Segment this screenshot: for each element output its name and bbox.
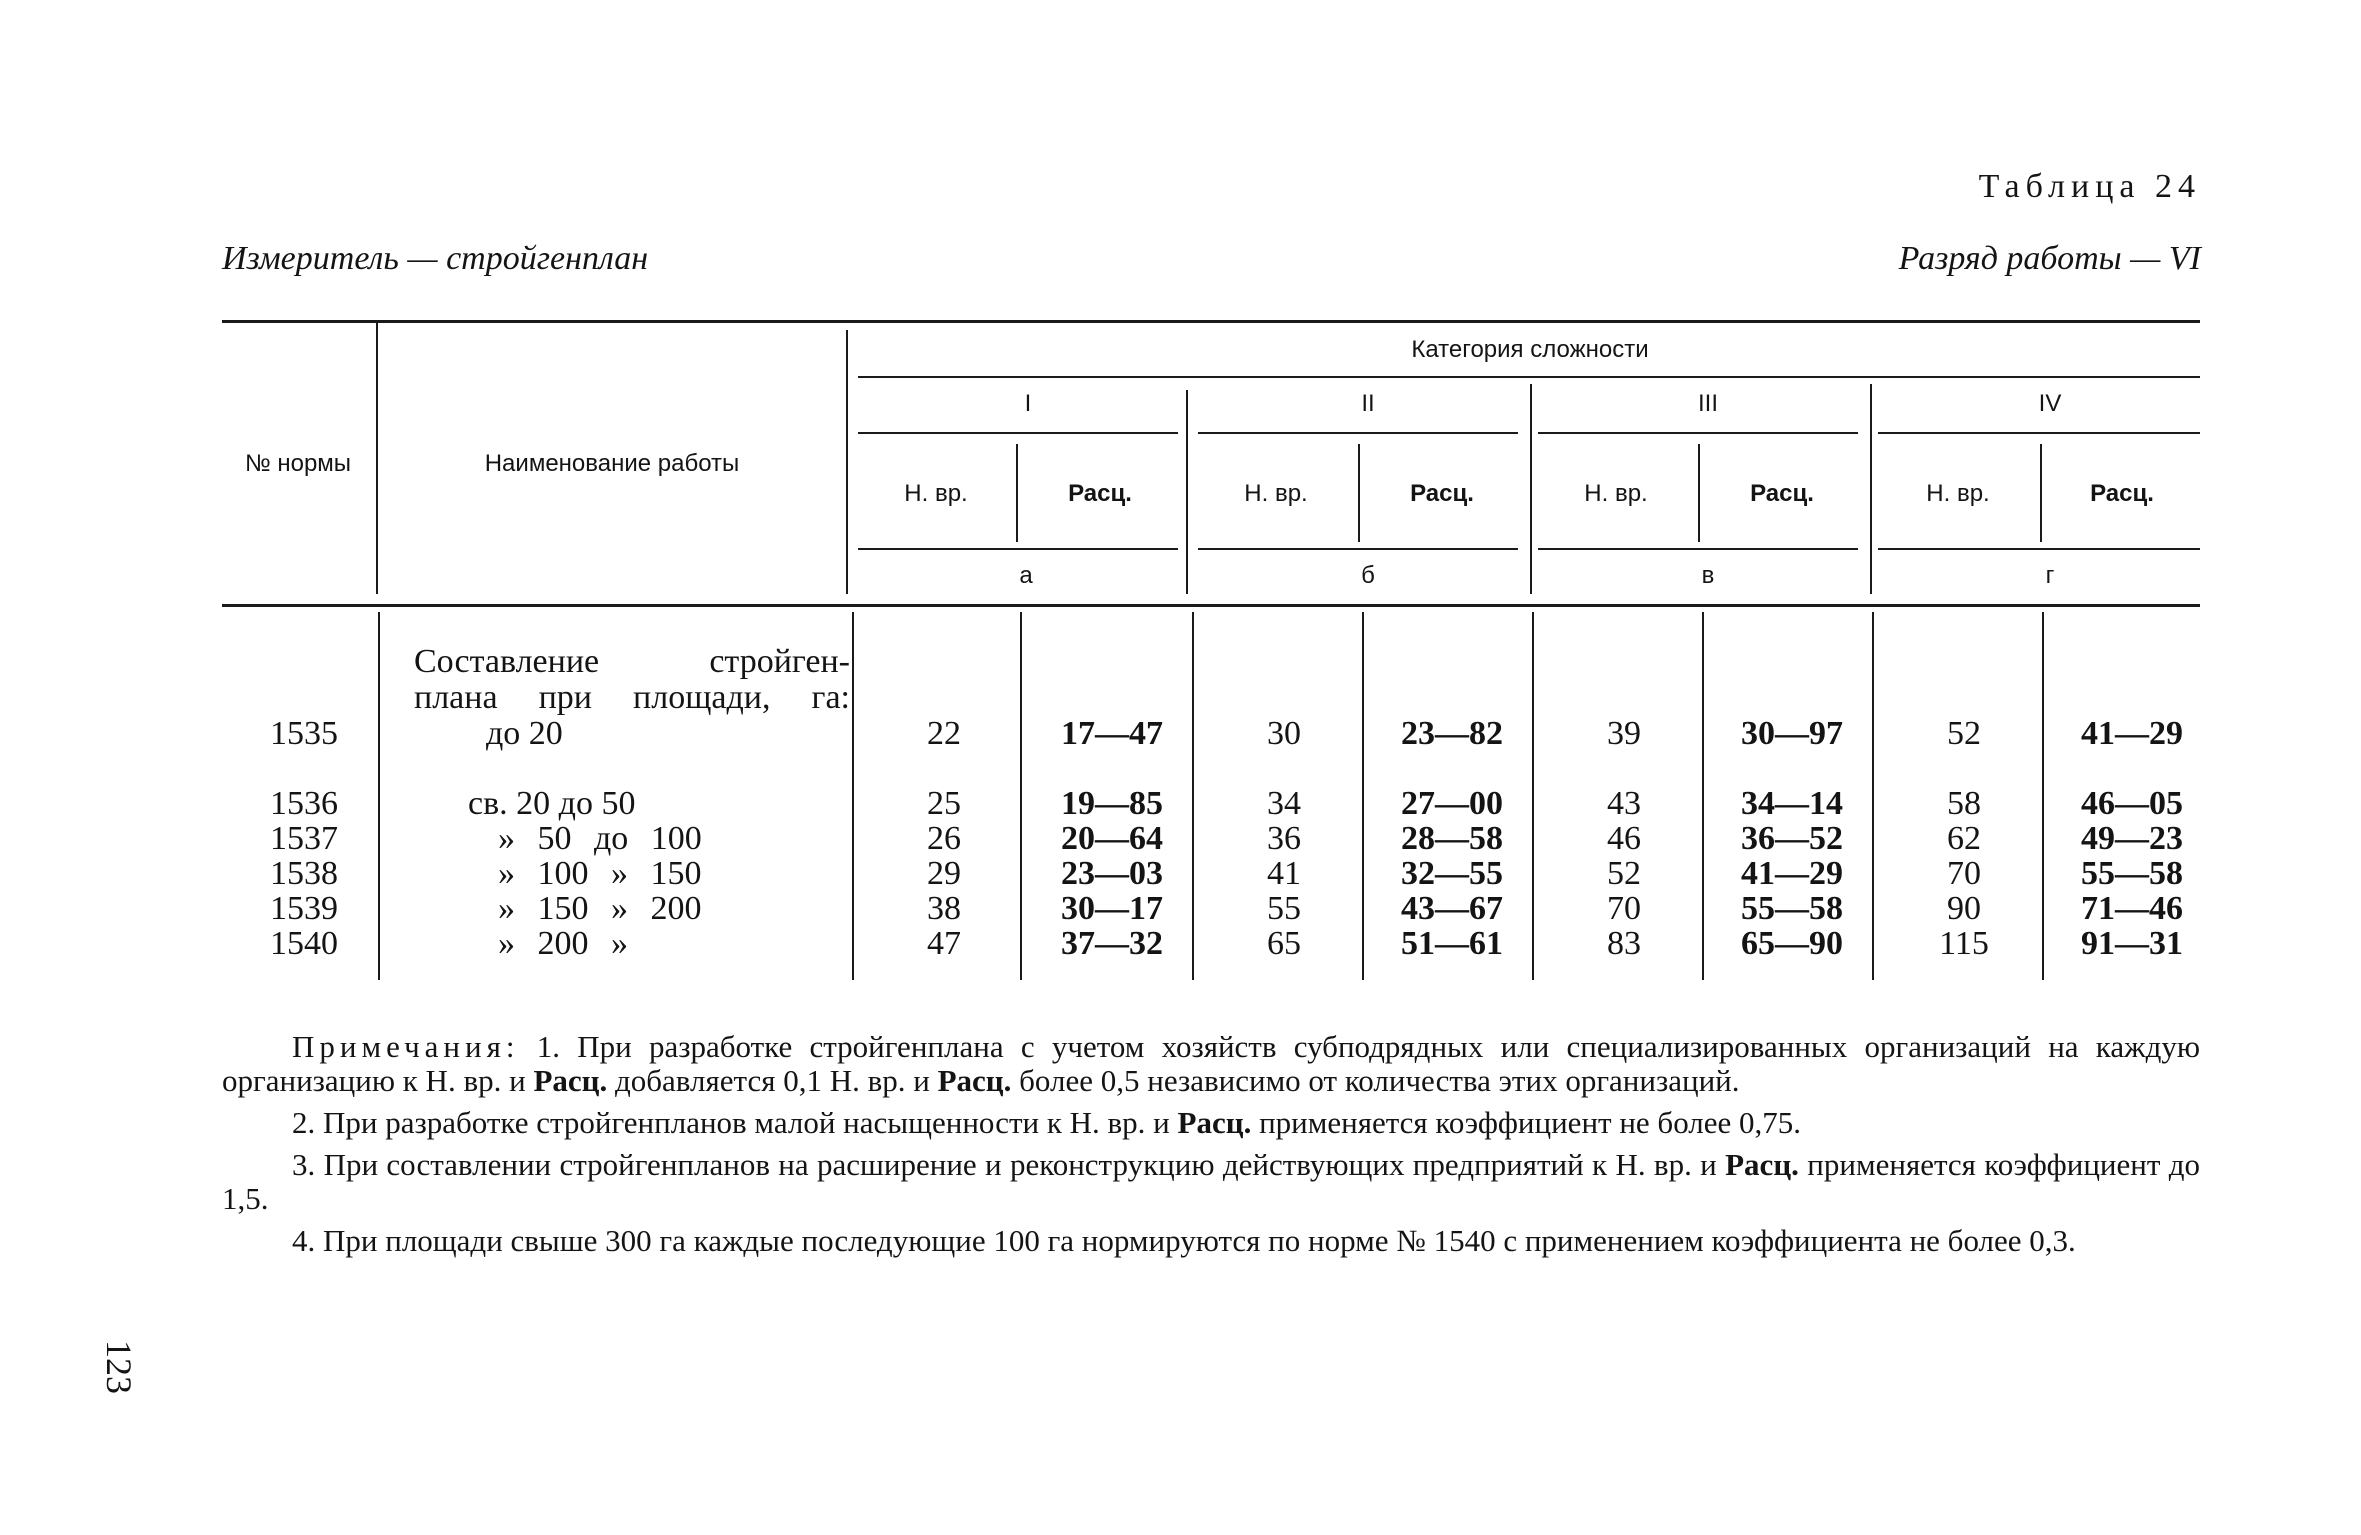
cell-a-rate: 19—85 [1061, 785, 1163, 822]
cell-v-rate: 34—14 [1741, 785, 1843, 822]
header-divider-sub3 [1698, 444, 1700, 542]
cat1-sub-rule [858, 548, 1178, 550]
complexity-group-header: Категория сложности [1411, 336, 1649, 363]
norm-number: 1536 [270, 785, 338, 822]
measure-label: Измеритель — стройгенплан [222, 240, 649, 277]
cell-v-time: 43 [1607, 785, 1641, 822]
table-number: Таблица 24 [1978, 168, 2201, 205]
group-title-rule [858, 376, 2200, 378]
cell-g-time: 90 [1947, 890, 1981, 927]
cell-v-time: 39 [1607, 715, 1641, 752]
header-divider-norm [376, 322, 378, 594]
cell-b-time: 65 [1267, 925, 1301, 962]
table-top-rule [222, 320, 2200, 323]
page-number: 123 [99, 1340, 139, 1394]
cell-g-time: 70 [1947, 855, 1981, 892]
cat4-sub-rule [1878, 548, 2200, 550]
note-2-rate: Расц. [1177, 1105, 1252, 1140]
category-I-header: I [1024, 390, 1032, 417]
cat3-sub-rule [1538, 548, 1858, 550]
category-III-header: III [1697, 390, 1719, 417]
cell-g-rate: 49—23 [2081, 820, 2183, 857]
body-divider-1 [1020, 612, 1022, 980]
cell-b-rate: 51—61 [1401, 925, 1503, 962]
norm-number: 1538 [270, 855, 338, 892]
note-2-part-1: 2. При разработке стройгенпланов малой насыщенности к Н. вр. и [292, 1105, 1170, 1140]
cell-a-rate: 37—32 [1061, 925, 1163, 962]
work-intro-line-1: Составление стройген- [414, 643, 850, 680]
sub-time-2: Н. вр. [1244, 480, 1308, 507]
category-II-header: II [1361, 390, 1375, 417]
norm-number: 1535 [270, 715, 338, 752]
cell-v-rate: 65—90 [1741, 925, 1843, 962]
sub-time-1: Н. вр. [904, 480, 968, 507]
header-divider-work [846, 330, 848, 594]
work-name: до 20 [486, 715, 563, 752]
sub-rate-3: Расц. [1750, 480, 1814, 507]
cell-b-rate: 43—67 [1401, 890, 1503, 927]
norm-number: 1537 [270, 820, 338, 857]
body-divider-2 [1192, 612, 1194, 980]
body-divider-6 [1872, 612, 1874, 980]
cell-a-time: 38 [927, 890, 961, 927]
cell-a-time: 47 [927, 925, 961, 962]
cat2-sub-rule [1198, 548, 1518, 550]
header-divider-sub2 [1358, 444, 1360, 542]
body-divider-7 [2042, 612, 2044, 980]
sub-rate-2: Расц. [1410, 480, 1474, 507]
cell-v-time: 70 [1607, 890, 1641, 927]
cell-b-rate: 32—55 [1401, 855, 1503, 892]
note-1-rate-2: Расц. [937, 1063, 1012, 1098]
note-1-rate-1: Расц. [533, 1063, 608, 1098]
work-name: » 100 » 150 [498, 855, 702, 892]
sub-time-3: Н. вр. [1584, 480, 1648, 507]
note-3-rate: Расц. [1725, 1147, 1799, 1182]
note-1 [222, 1030, 2200, 1098]
cell-a-rate: 17—47 [1061, 715, 1163, 752]
header-divider-sub1 [1016, 444, 1018, 542]
cell-v-time: 46 [1607, 820, 1641, 857]
cell-b-time: 55 [1267, 890, 1301, 927]
cat1-rule [858, 432, 1178, 434]
cell-g-rate: 55—58 [2081, 855, 2183, 892]
body-divider-norm [378, 612, 380, 980]
note-2 [222, 1106, 2200, 1140]
notes-block [222, 1030, 2200, 1258]
cell-a-rate: 30—17 [1061, 890, 1163, 927]
body-divider-4 [1532, 612, 1534, 980]
cell-a-rate: 23—03 [1061, 855, 1163, 892]
cell-b-time: 30 [1267, 715, 1301, 752]
cell-b-time: 34 [1267, 785, 1301, 822]
cell-a-time: 26 [927, 820, 961, 857]
note-1-part-2: добавляется 0,1 Н. вр. и [615, 1063, 930, 1098]
body-divider-5 [1702, 612, 1704, 980]
sub-rate-1: Расц. [1068, 480, 1132, 507]
cell-g-rate: 91—31 [2081, 925, 2183, 962]
header-divider-sub4 [2040, 444, 2042, 542]
cell-a-rate: 20—64 [1061, 820, 1163, 857]
cell-a-time: 22 [927, 715, 961, 752]
cell-b-rate: 27—00 [1401, 785, 1503, 822]
letter-a: а [1019, 562, 1033, 589]
header-divider-cat2 [1186, 390, 1188, 594]
norm-number: 1540 [270, 925, 338, 962]
letter-g: г [2045, 562, 2055, 589]
cell-v-rate: 30—97 [1741, 715, 1843, 752]
cell-g-rate: 71—46 [2081, 890, 2183, 927]
note-2-part-2: применяется коэффициент не более 0,75. [1259, 1105, 1802, 1140]
cell-g-rate: 41—29 [2081, 715, 2183, 752]
header-divider-cat4 [1870, 384, 1872, 594]
cell-v-rate: 55—58 [1741, 890, 1843, 927]
cell-b-rate: 23—82 [1401, 715, 1503, 752]
cell-b-rate: 28—58 [1401, 820, 1503, 857]
col-work-header: Наименование работы [484, 450, 740, 477]
sub-rate-4: Расц. [2090, 480, 2154, 507]
cell-g-time: 62 [1947, 820, 1981, 857]
letter-v: в [1701, 562, 1715, 589]
cell-v-rate: 36—52 [1741, 820, 1843, 857]
cell-v-time: 52 [1607, 855, 1641, 892]
work-grade-label: Разряд работы — VI [1898, 240, 2201, 277]
body-divider-work [852, 612, 854, 980]
col-norm-header: № нормы [244, 450, 352, 477]
cell-g-time: 52 [1947, 715, 1981, 752]
note-1-part-3: более 0,5 независимо от количества этих организаций. [1019, 1063, 1740, 1098]
note-4: 4. При площади свыше 300 га каждые последующие 100 га нормируются по норме № 1540 с применением коэффициента не более 0,3. [292, 1223, 2076, 1258]
header-bottom-rule [222, 604, 2200, 607]
norm-number: 1539 [270, 890, 338, 927]
letter-b: б [1361, 562, 1375, 589]
work-name: » 50 до 100 [498, 820, 702, 857]
notes-title: Примечания: [292, 1029, 520, 1064]
category-IV-header: IV [2038, 390, 2062, 417]
note-3-part-2: применяется коэффициент до 1,5. [222, 1147, 2201, 1216]
cell-g-rate: 46—05 [2081, 785, 2183, 822]
body-divider-3 [1362, 612, 1364, 980]
cat3-rule [1538, 432, 1858, 434]
cell-a-time: 25 [927, 785, 961, 822]
note-1-part-1: 1. При разработке стройгенплана с учетом хозяйств субподрядных или специализированных организаций на каждую организацию к Н. вр. и [222, 1029, 2201, 1098]
cell-g-time: 58 [1947, 785, 1981, 822]
note-3-part-1: 3. При составлении стройгенпланов на расширение и реконструкцию действующих предприятий к Н. вр. и [292, 1147, 1717, 1182]
note-3 [222, 1148, 2200, 1216]
cell-v-time: 83 [1607, 925, 1641, 962]
cell-b-time: 36 [1267, 820, 1301, 857]
cell-g-time: 115 [1939, 925, 1989, 962]
cell-v-rate: 41—29 [1741, 855, 1843, 892]
header-divider-cat3 [1530, 384, 1532, 594]
work-name: св. 20 до 50 [468, 785, 636, 822]
work-name: » 150 » 200 [498, 890, 702, 927]
work-intro-line-2: плана при площади, га: [414, 679, 850, 716]
sub-time-4: Н. вр. [1926, 480, 1990, 507]
work-name: » 200 » [498, 925, 628, 962]
cell-a-time: 29 [927, 855, 961, 892]
cell-b-time: 41 [1267, 855, 1301, 892]
cat4-rule [1878, 432, 2200, 434]
cat2-rule [1198, 432, 1518, 434]
